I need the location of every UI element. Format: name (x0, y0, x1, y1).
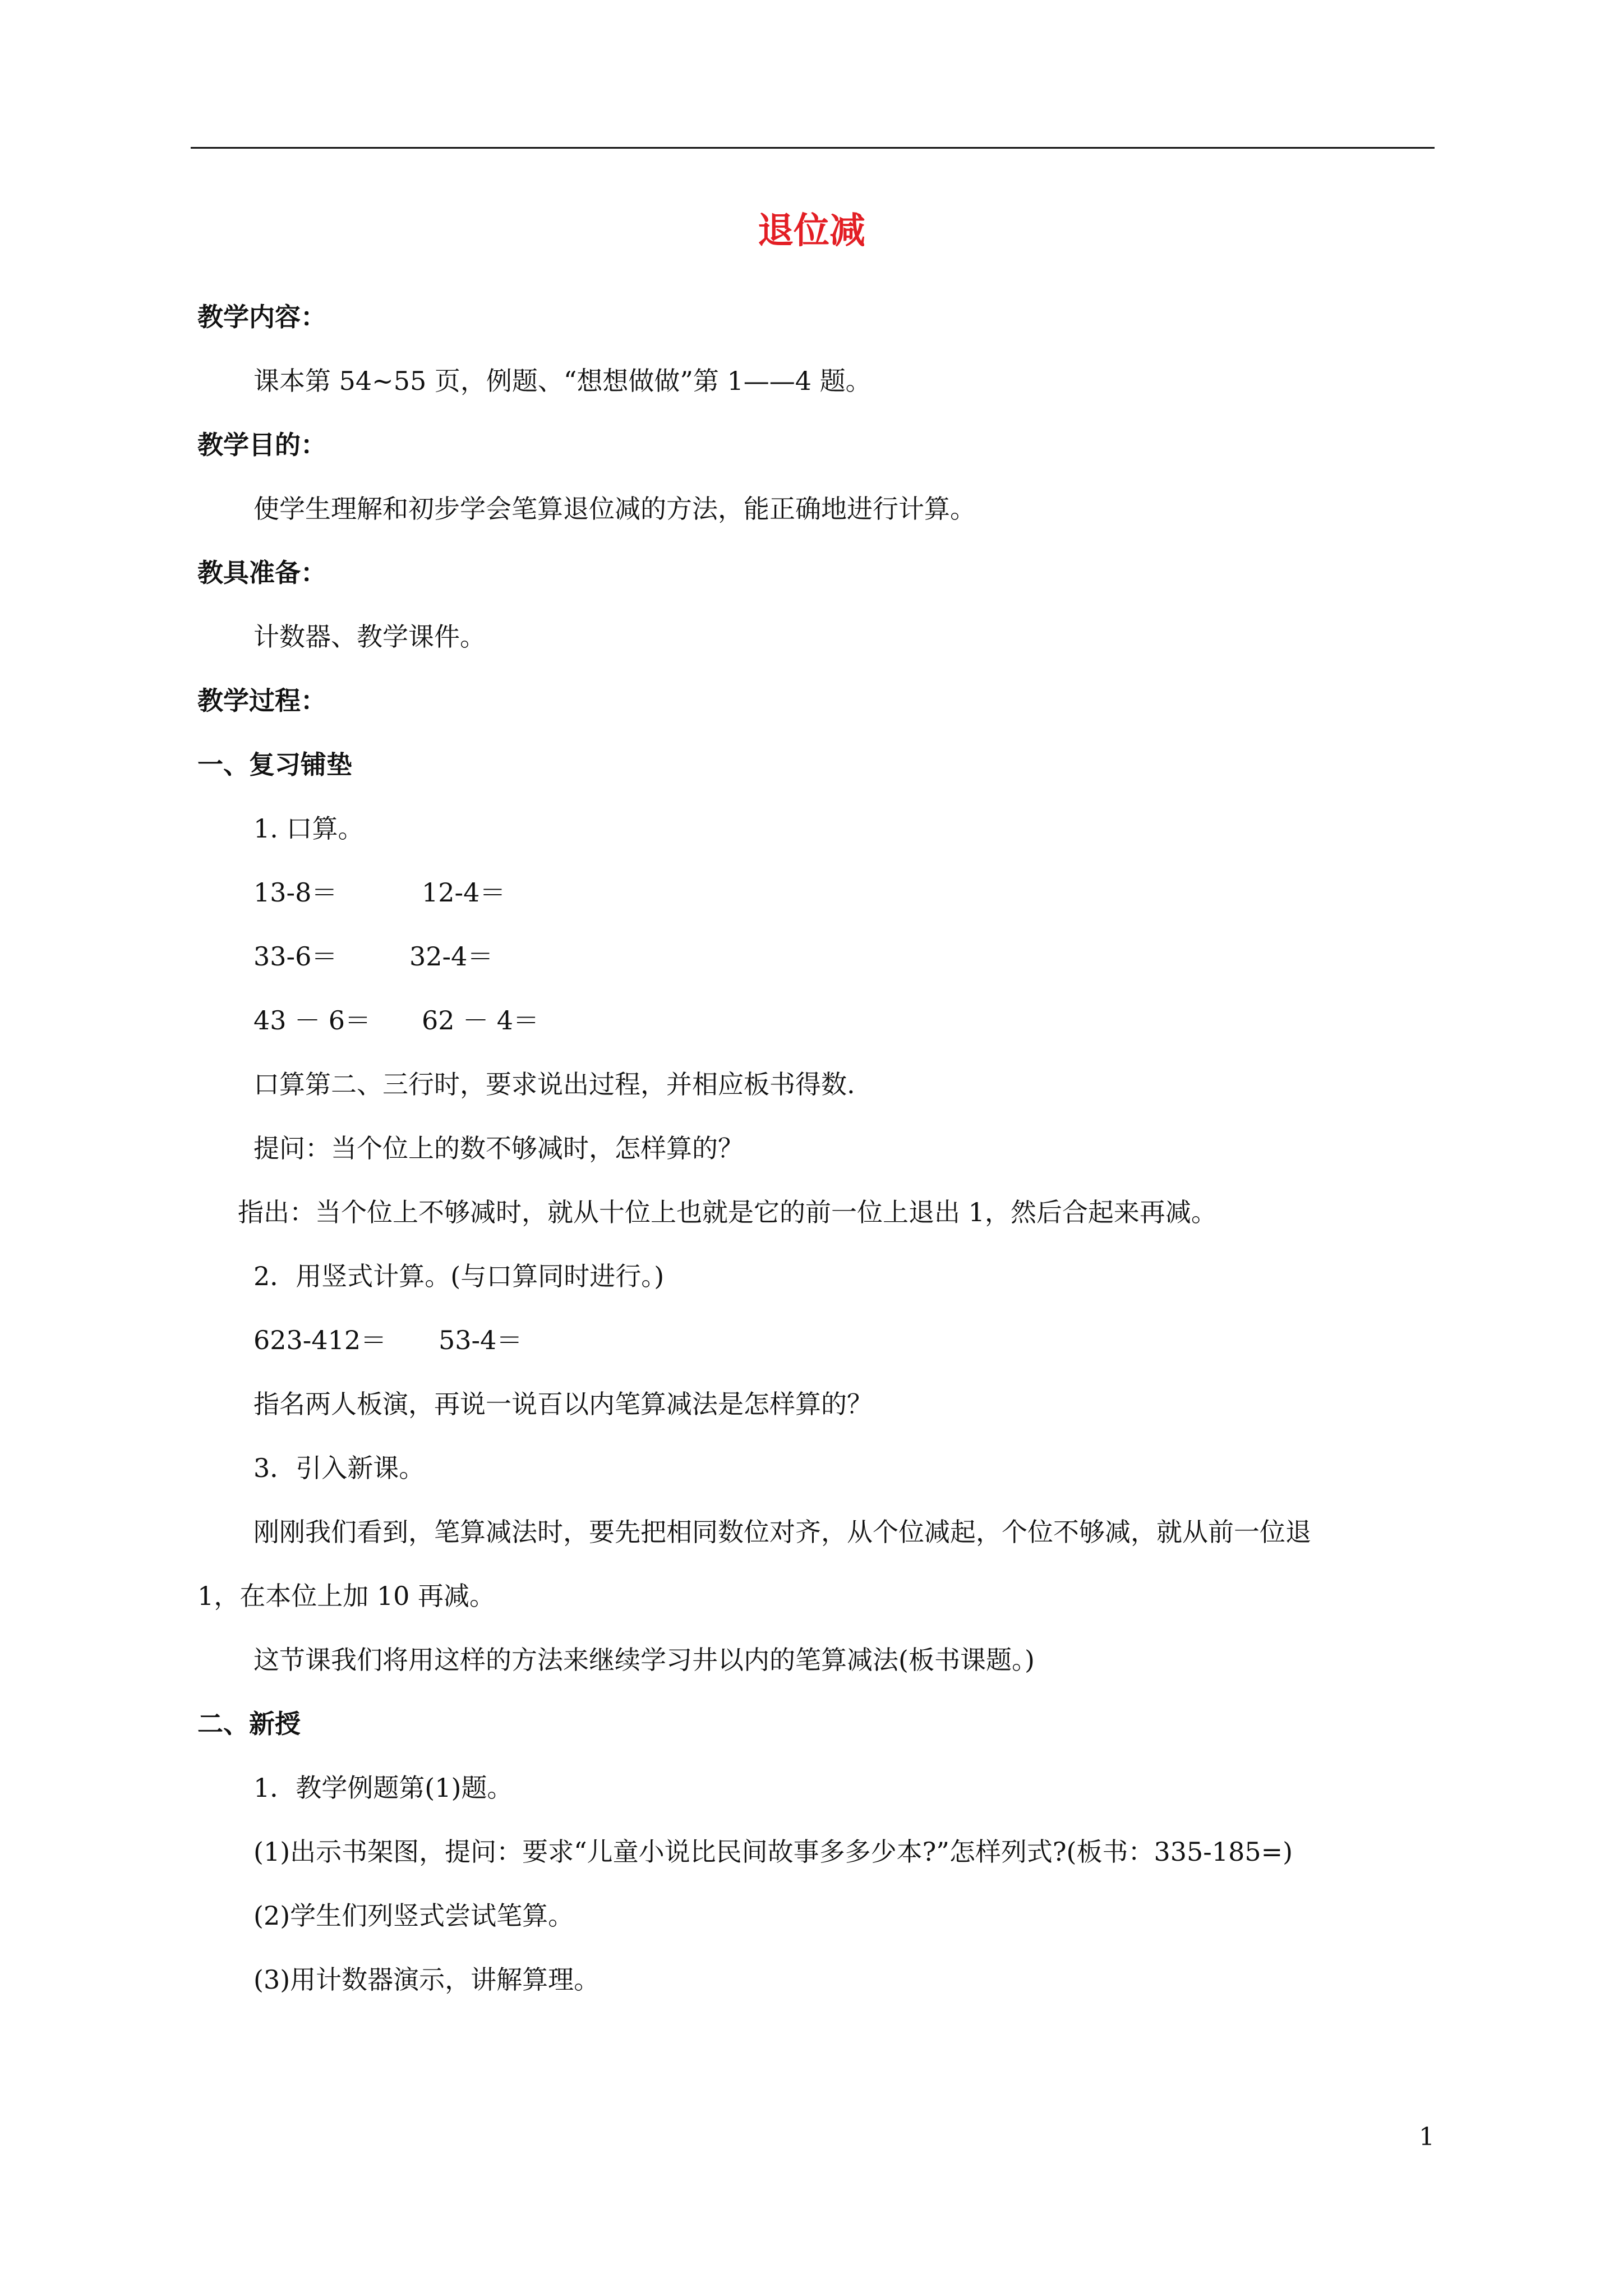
oral-note: 口算第二、三行时，要求说出过程，并相应板书得数. (253, 1069, 855, 1099)
heading-content: 教学内容： (197, 302, 326, 332)
content-text: 课本第 54~55 页，例题、“想想做做”第 1——4 题。 (253, 366, 872, 396)
page-number: 1 (1419, 2123, 1435, 2151)
oral-title: 1. 口算。 (253, 813, 364, 844)
question-text: 提问：当个位上的数不够减时，怎样算的？ (253, 1133, 744, 1163)
intro-text: 刚刚我们看到，笔算减法时，要先把相同数位对齐，从个位减起，个位不够减，就从前一位退 (253, 1517, 1311, 1547)
heading-tools: 教具准备： (197, 558, 326, 588)
oral-item: 32-4＝ (409, 941, 494, 972)
example-title: 1．教学例题第(1)题。 (253, 1773, 513, 1803)
vertical-item: 623-412＝ (253, 1325, 387, 1355)
document-title: 退位减 (758, 210, 865, 252)
heading-part2: 二、新授 (197, 1709, 301, 1739)
intro-text: 这节课我们将用这样的方法来继续学习井以内的笔算减法(板书课题。) (253, 1645, 1035, 1675)
intro-title: 3．引入新课。 (253, 1453, 425, 1483)
step-text: (3)用计数器演示，讲解算理。 (253, 1964, 600, 1995)
vertical-title: 2．用竖式计算。(与口算同时进行。) (253, 1261, 665, 1291)
point-out-text: 指出：当个位上不够减时，就从十位上也就是它的前一位上退出 1，然后合起来再减。 (238, 1197, 1217, 1227)
heading-goal: 教学目的： (197, 430, 326, 460)
oral-item: 43 － 6＝ (253, 1005, 371, 1036)
tools-text: 计数器、教学课件。 (253, 622, 486, 652)
oral-item: 12-4＝ (422, 877, 506, 908)
heading-process: 教学过程： (197, 685, 326, 716)
oral-item: 62 － 4＝ (422, 1005, 540, 1036)
intro-text: 1，在本位上加 10 再减。 (197, 1581, 496, 1611)
oral-item: 33-6＝ (253, 941, 338, 972)
step-text: (2)学生们列竖式尝试笔算。 (253, 1901, 574, 1931)
vertical-item: 53-4＝ (439, 1325, 523, 1355)
board-note: 指名两人板演，再说一说百以内笔算减法是怎样算的？ (253, 1389, 873, 1419)
heading-part1: 一、复习铺垫 (197, 749, 352, 780)
oral-item: 13-8＝ (253, 877, 338, 908)
header-rule (191, 147, 1435, 149)
goal-text: 使学生理解和初步学会笔算退位减的方法，能正确地进行计算。 (253, 494, 976, 524)
step-text: (1)出示书架图，提问：要求“儿童小说比民间故事多多少本?”怎样列式?(板书：335-185=) (253, 1837, 1293, 1867)
